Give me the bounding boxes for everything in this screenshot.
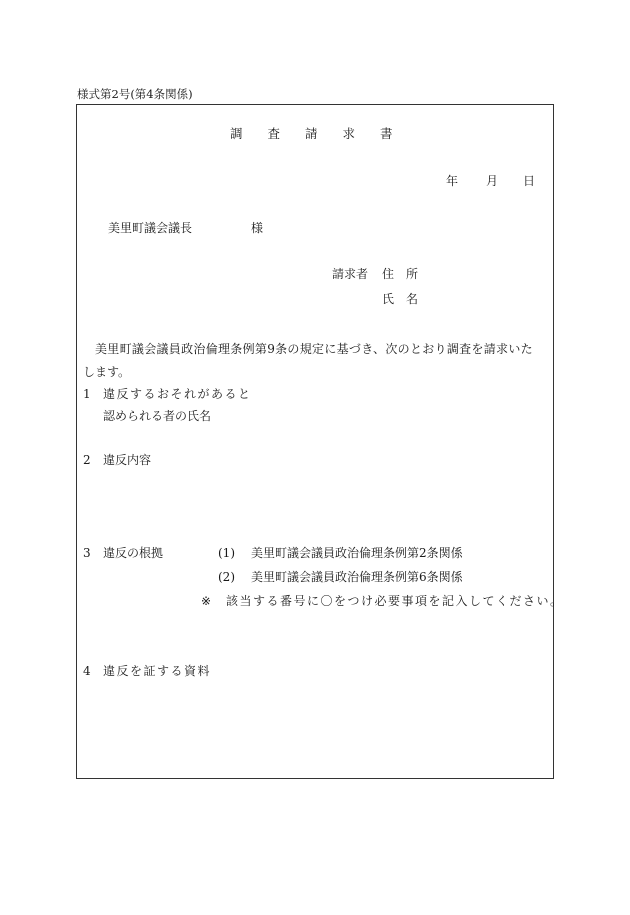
title-char: 査 [267,126,281,141]
basis-option-1-text: 美里町議会議員政治倫理条例第2条関係 [251,546,463,560]
section-4-label: 違反を証する資料 [103,664,212,678]
title-char: 請 [305,126,318,141]
date-month-label: 月 [486,174,499,188]
basis-option-2-number: (2) [218,570,235,584]
body-text-line2: します。 [83,365,131,379]
date-year-label: 年 [446,174,459,188]
section-1-number: 1 [83,387,91,401]
title-char: 調 [230,126,243,141]
title-char: 求 [342,126,356,141]
instruction-note: 該当する番号に〇をつけ必要事項を記入してください。 [226,594,564,608]
section-2-number: 2 [83,453,91,467]
basis-option-2-text: 美里町議会議員政治倫理条例第6条関係 [251,570,463,584]
section-1-label: 違反するおそれがあると [103,387,252,401]
section-2-label: 違反内容 [103,453,152,467]
section-1-label-line2: 認められる者の氏名 [103,409,212,423]
title-char: 書 [380,126,393,141]
requester-address-label: 住 所 [382,267,419,281]
section-4-number: 4 [83,664,91,678]
addressee-name: 美里町議会議長 [108,221,193,235]
body-text-line1: 美里町議会議員政治倫理条例第9条の規定に基づき、次のとおり調査を請求いた [95,342,533,356]
date-day-label: 日 [523,174,536,188]
section-3-label: 違反の根拠 [103,546,164,560]
addressee-honorific: 様 [251,221,264,235]
form-number: 様式第2号(第4条関係) [77,87,193,101]
section-3-number: 3 [83,546,91,560]
form-title [230,128,414,141]
basis-option-1-number: (1) [218,546,235,560]
requester-name-label: 氏 名 [382,292,419,306]
requester-label: 請求者 [332,267,369,281]
note-mark: ※ [201,594,212,608]
